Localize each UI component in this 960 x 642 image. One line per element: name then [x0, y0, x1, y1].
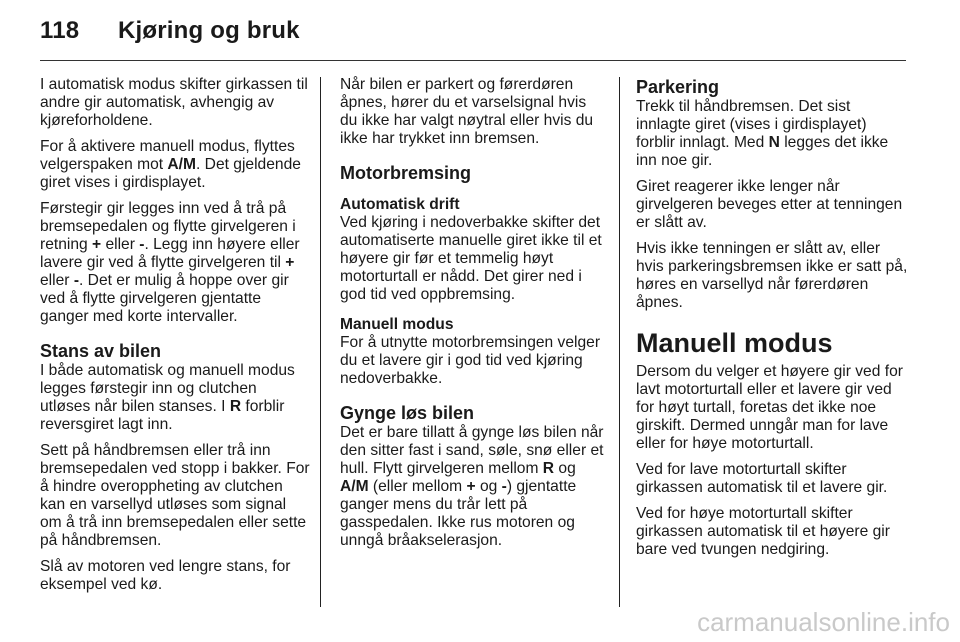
text-run: og	[475, 478, 502, 495]
watermark: carmanualsonline.info	[697, 607, 950, 637]
paragraph: Hvis ikke tenningen er slått av, eller hvis parkeringsbremsen ikke er satt på, høres en varsellyd når førerdøren åpnes.	[636, 240, 908, 311]
text-run: legges det ikke inn noe gir.	[636, 134, 889, 169]
paragraph	[40, 200, 310, 326]
text-run: eller	[101, 236, 140, 253]
paragraph: For å utnytte motorbremsingen velger du et lavere gir i god tid ved kjøring nedoverbakke.	[340, 334, 601, 387]
text-run: For å aktivere manuell modus, flyttes velgerspaken mot	[40, 138, 295, 173]
text-run: I både automatisk og manuell modus legges førstegir inn og clutchen utløses når bilen stanses. I	[40, 362, 295, 415]
bold-text: -	[139, 236, 145, 253]
section-heading-parkering: Parkering	[636, 77, 720, 97]
text-run: Det er bare tillatt å gynge løs bilen når den sitter fast i sand, søle, snø eller et hull. Flytt girvelgeren mellom	[340, 424, 604, 477]
bold-text: R	[229, 398, 242, 415]
page-header	[40, 17, 300, 45]
section-heading-gynge: Gynge løs bilen	[340, 403, 475, 423]
header-rule	[40, 60, 906, 61]
paragraph: Dersom du velger et høyere gir ved for lavt motorturtall eller et lavere gir ved for høyt turtall, foretas det ikke noe girskift. Dermed unngår man for lave eller for høye motorturtall.	[636, 363, 903, 452]
paragraph: Sett på håndbremsen eller trå inn bremsepedalen ved stopp i bakker. For å hindre overoppheting av clutchen kan en varsellyd utløses som signal om å trå inn bremsepedalen eller sette på håndbremsen.	[40, 442, 310, 549]
text-run: og	[554, 460, 576, 477]
column-2	[340, 76, 605, 558]
bold-text: N	[768, 134, 780, 151]
bold-text: R	[542, 460, 555, 477]
text-run: . Det er mulig å hoppe over gir ved å flytte girvelgeren gjentatte ganger med korte intervaller.	[40, 272, 289, 325]
section-heading-manuell-modus: Manuell modus	[636, 328, 833, 358]
chapter-title: Kjøring og bruk	[118, 17, 300, 44]
column-divider-1	[320, 77, 321, 607]
bold-text: A/M	[340, 478, 369, 495]
bold-text: -	[73, 272, 80, 289]
paragraph: Ved kjøring i nedoverbakke skifter det automatiserte manuelle giret ikke til et høyere gir før et temmelig høyt motorturtall er nådd. Det girer ned i god tid ved oppbremsing.	[340, 214, 602, 303]
subheading-manuell-modus: Manuell modus	[340, 316, 454, 333]
bold-text: +	[466, 478, 476, 495]
paragraph	[40, 138, 310, 192]
paragraph: Giret reagerer ikke lenger når girvelgeren beveges etter at tenningen er slått av.	[636, 178, 903, 231]
bold-text: +	[285, 254, 295, 271]
section-heading-motorbremsing: Motorbremsing	[340, 163, 472, 183]
text-run: . Legg inn høyere eller lavere gir ved å flytte girvelgeren til	[40, 236, 300, 271]
paragraph: Når bilen er parkert og førerdøren åpnes, hører du et varselsignal hvis du ikke har valgt nøytral eller hvis du ikke har trykket inn bremsen.	[340, 76, 594, 147]
text-run: Trekk til håndbremsen. Det sist innlagte giret (vises i girdisplayet) forblir innlagt. Med	[636, 98, 867, 151]
paragraph: Ved for høye motorturtall skifter girkassen automatisk til et høyere gir bare ved tvungen nedgiring.	[636, 505, 890, 558]
column-3	[636, 76, 908, 567]
column-1	[40, 76, 310, 602]
paragraph: Ved for lave motorturtall skifter girkassen automatisk til et lavere gir.	[636, 461, 888, 496]
section-heading-stans: Stans av bilen	[40, 341, 162, 361]
bold-text: A/M	[167, 156, 197, 173]
paragraph: I automatisk modus skifter girkassen til andre gir automatisk, avhengig av kjøreforholdene.	[40, 76, 308, 129]
text-run: Førstegir gir legges inn ved å trå på bremsepedalen og flytte girvelgeren i retning	[40, 200, 296, 253]
paragraph: Slå av motoren ved lengre stans, for eksempel ved kø.	[40, 558, 291, 593]
bold-text: +	[92, 236, 102, 253]
column-divider-2	[619, 77, 620, 607]
subheading-automatisk-drift: Automatisk drift	[340, 196, 460, 213]
paragraph	[340, 424, 605, 550]
bold-text: -	[501, 478, 507, 495]
text-run: (eller mellom	[368, 478, 467, 495]
text-run: forblir reversgiret lagt inn.	[40, 398, 285, 433]
paragraph	[40, 362, 310, 434]
text-run: . Det gjeldende giret vises i girdisplayet.	[40, 156, 301, 191]
page-number: 118	[40, 17, 80, 44]
text-run: eller	[40, 272, 74, 289]
text-run: ) gjentatte ganger mens du trår lett på gasspedalen. Ikke rus motoren og unngå bråakselerasjon.	[340, 478, 577, 549]
paragraph	[636, 98, 908, 170]
